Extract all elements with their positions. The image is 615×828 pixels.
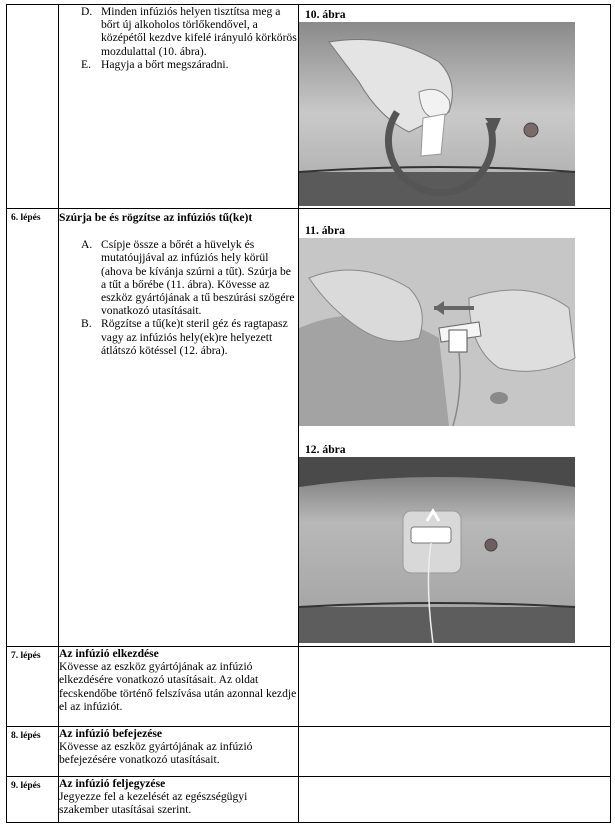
list-marker: A. (81, 238, 93, 252)
figure-10-illustration (299, 22, 611, 208)
figure-11-illustration (299, 238, 611, 434)
step-label: 8. lépés (11, 731, 41, 741)
table-row (7, 777, 611, 823)
list-item-text: Minden infúziós helyen tisztítsa meg a bőrt új alkoholos törlőkendővel, a középétől kezdve kifelé irányuló körkörös mozdulattal (10. ábra). (101, 5, 297, 58)
table-row (7, 209, 611, 647)
step-title: Az infúzió befejezése (59, 727, 163, 740)
instruction-list (59, 238, 298, 357)
step-label: 9. lépés (11, 781, 41, 791)
step-text: Jegyezze fel a kezelését az egészségügyi szakember utasításai szerint. (59, 790, 248, 817)
figure-cell (299, 5, 611, 209)
step-label: 7. lépés (11, 651, 41, 661)
list-item (59, 317, 298, 357)
step-text: Kövesse az eszköz gyártójának az infúzió elkezdésére vonatkozó utasításait. Az oldat fecskendőbe történő felszívása után azonnal kezdje el az infúziót. (59, 660, 297, 713)
instruction-cell (59, 5, 299, 209)
list-marker: D. (81, 5, 93, 18)
table-row (7, 647, 611, 727)
step-cell (7, 209, 59, 647)
list-item (59, 238, 298, 317)
instruction-cell (59, 727, 299, 777)
step-cell (7, 647, 59, 727)
figure-12-title: 12. ábra (305, 443, 346, 456)
instruction-table (6, 4, 611, 823)
step-cell (7, 777, 59, 823)
figure-12-illustration (299, 457, 611, 643)
empty-cell (299, 647, 611, 727)
instruction-list (59, 5, 298, 71)
figure-11-title: 11. ábra (305, 224, 345, 237)
step-title: Az infúzió elkezdése (59, 647, 159, 660)
list-item-text: Hagyja a bőrt megszáradni. (101, 57, 229, 71)
instruction-page (6, 4, 610, 826)
table-row (7, 727, 611, 777)
step-text: Kövesse az eszköz gyártójának az infúzió befejezésére vonatkozó utasításait. (59, 740, 253, 767)
step-title: Szúrja be és rögzítse az infúziós tű(ke)t (59, 211, 253, 224)
instruction-cell (59, 777, 299, 823)
list-item (59, 58, 298, 71)
list-marker: E. (81, 57, 91, 71)
step-title: Az infúzió feljegyzése (59, 777, 166, 790)
table-row (7, 5, 611, 209)
instruction-cell (59, 209, 299, 647)
step-cell (7, 727, 59, 777)
list-item (59, 5, 298, 58)
empty-cell (299, 727, 611, 777)
figure-cell (299, 209, 611, 647)
list-item-text: Csípje össze a bőrét a hüvelyk és mutatóujjával az infúziós hely körül (ahova be kívánja szúrni a tűt). Szúrja be a tűt a bőrébe (11. ábra). Kövesse az eszköz gyártójának a tű beszúrási szögére vonatkozó utasításait. (101, 238, 295, 318)
list-marker: B. (81, 317, 92, 331)
instruction-cell (59, 647, 299, 727)
figure-10-title: 10. ábra (305, 8, 346, 21)
step-label: 6. lépés (11, 213, 41, 223)
list-item-text: Rögzítse a tű(ke)t steril géz és ragtapasz vagy az infúziós hely(ek)re helyezett átlátszó kötéssel (12. ábra). (101, 317, 288, 357)
step-cell (7, 5, 59, 209)
empty-cell (299, 777, 611, 823)
